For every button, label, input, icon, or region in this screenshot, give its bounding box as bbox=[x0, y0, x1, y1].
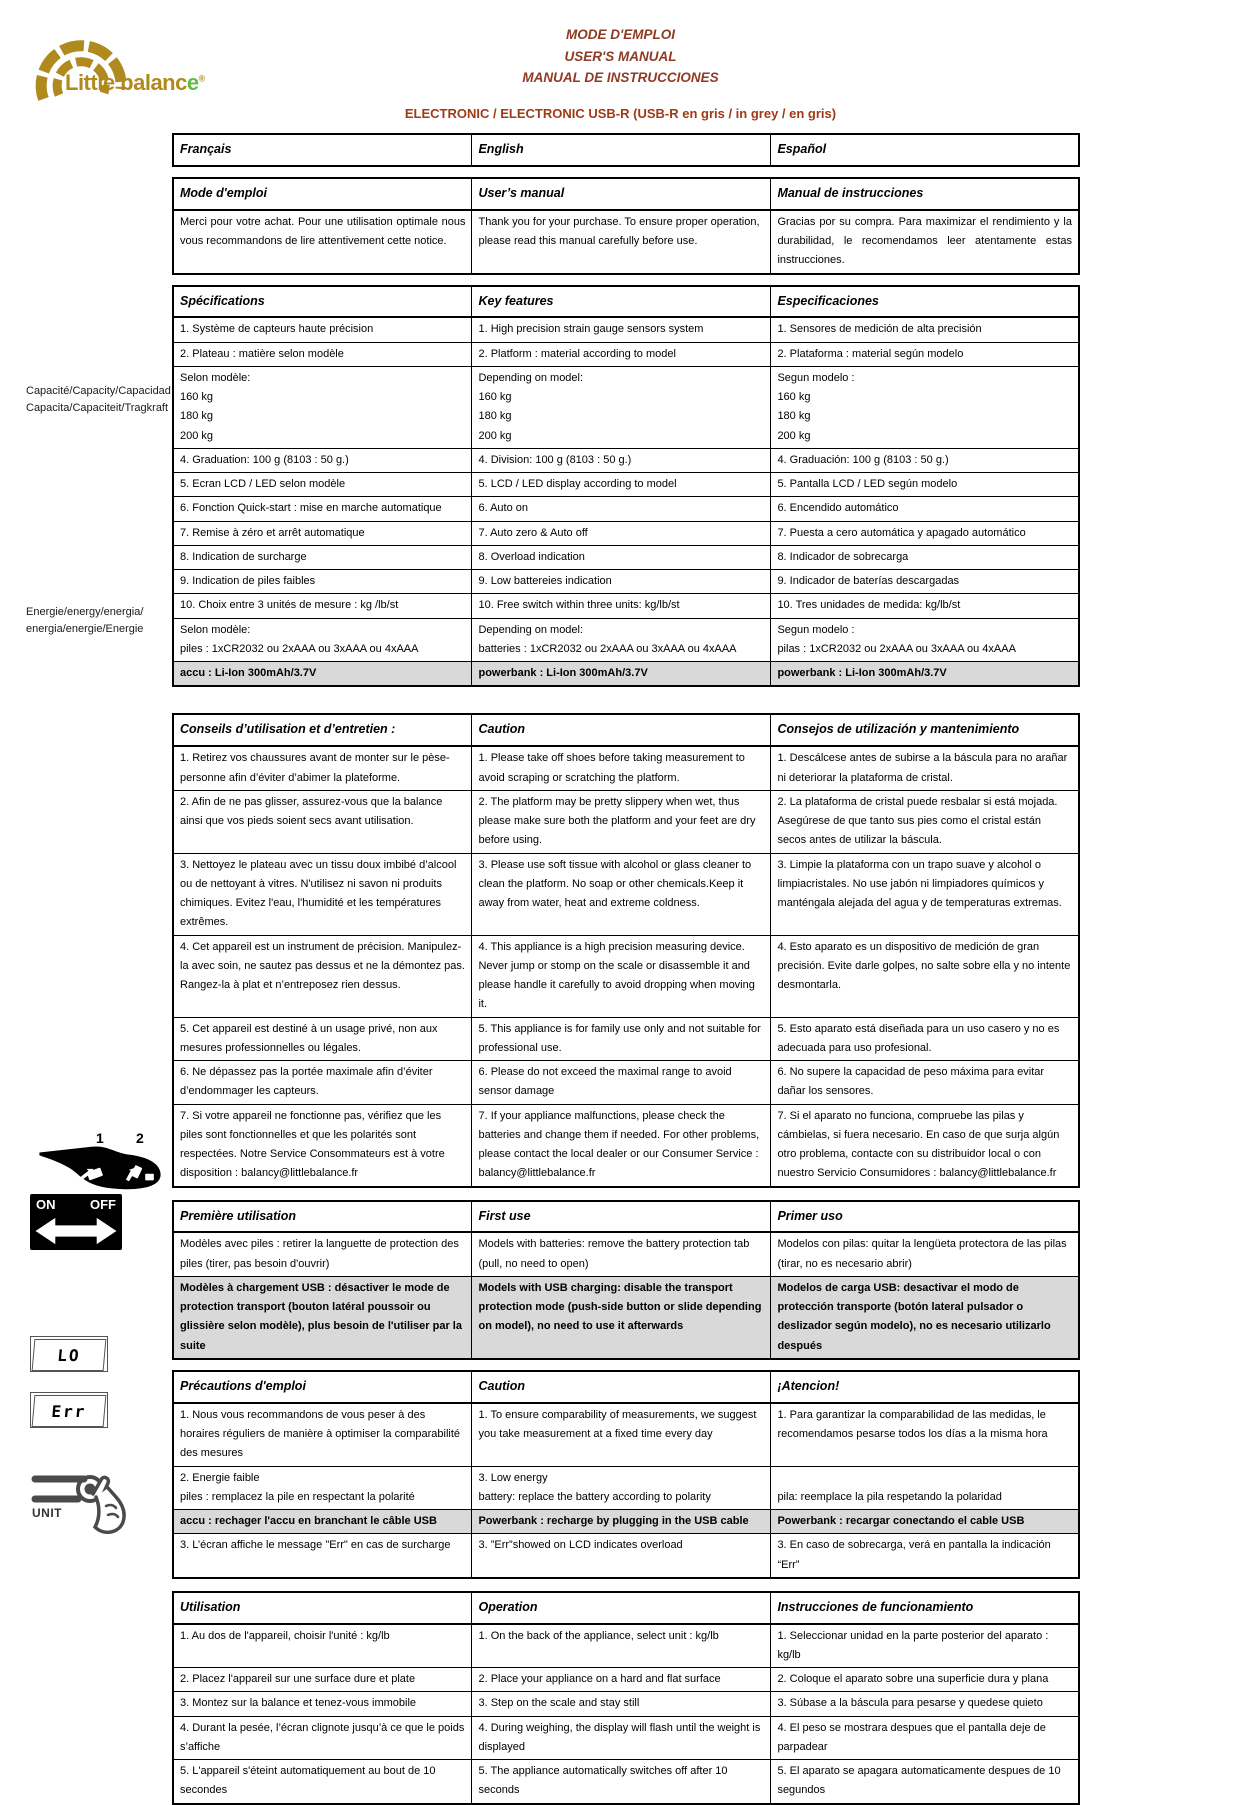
cell-line: 160 kg bbox=[180, 391, 214, 404]
cell-line: powerbank : Li-Ion 300mAh/3.7V bbox=[777, 667, 947, 680]
cell-line: 4. Graduación: 100 g (8103 : 50 g.) bbox=[777, 453, 949, 466]
cell-line: Modèles à chargement USB : désactiver le mode de protection transport (bouton latéral poussoir ou glissière selon modèle), plus besoin de l'utiliser par la suite bbox=[180, 1281, 462, 1352]
table-intro bbox=[172, 177, 1080, 275]
section-header-row bbox=[173, 1201, 1079, 1233]
cell-line: 1. On the back of the appliance, select unit : kg/lb bbox=[478, 1629, 719, 1642]
table-cell bbox=[173, 1692, 472, 1716]
table-cell bbox=[472, 1104, 771, 1187]
cell-line: battery: replace the battery according to polarity bbox=[478, 1490, 711, 1503]
cell-line: 3. Please use soft tissue with alcohol or glass cleaner to clean the platform. No soap or other chemicals.Keep it away from water, heat and extreme coldness. bbox=[478, 858, 752, 909]
section-header-cell: Spécifications bbox=[173, 286, 472, 318]
cell-line: 6. Ne dépassez pas la portée maximale afin d’éviter d’endommager les capteurs. bbox=[180, 1066, 433, 1098]
table-cell bbox=[771, 545, 1079, 569]
table-cell bbox=[472, 342, 771, 366]
table-cell bbox=[472, 1017, 771, 1061]
table-cell bbox=[771, 618, 1079, 662]
table-cell bbox=[771, 342, 1079, 366]
cell-line: 3. Step on the scale and stay still bbox=[478, 1697, 640, 1710]
table-cell bbox=[771, 790, 1079, 853]
table-cell bbox=[472, 935, 771, 1017]
table-row bbox=[173, 935, 1079, 1017]
lcd-err-text: Err bbox=[32, 1395, 107, 1427]
on-label: ON bbox=[36, 1197, 56, 1212]
section-header-cell: Précautions d'emploi bbox=[173, 1371, 472, 1403]
table-cell bbox=[472, 366, 771, 448]
cell-line: 8. Overload indication bbox=[478, 550, 585, 563]
table-cell bbox=[472, 497, 771, 521]
table-cell bbox=[173, 473, 472, 497]
cell-line: 4. Division: 100 g (8103 : 50 g.) bbox=[478, 453, 632, 466]
section-header-cell: Consejos de utilización y mantenimiento bbox=[771, 714, 1079, 746]
title-line-fr: MODE D'EMPLOI bbox=[566, 27, 675, 42]
table-cell bbox=[472, 1534, 771, 1578]
cell-line: 5. El aparato se apagara automaticamente despues de 10 segundos bbox=[777, 1765, 1061, 1797]
cell-line: 2. Plateau : matière selon modèle bbox=[180, 347, 344, 360]
cell-line: 10. Free switch within three units: kg/lb/st bbox=[478, 599, 680, 612]
table-cell bbox=[173, 448, 472, 472]
cell-line: 180 kg bbox=[180, 410, 214, 423]
cell-line: 3. Limpie la plataforma con un trapo suave y alcohol o limpiacristales. No use jabón ni limpiadores químicos y manténgala alejada del agua y de temperaturas extremas. bbox=[777, 858, 1062, 909]
table-cell bbox=[472, 662, 771, 687]
table-row bbox=[173, 1466, 1079, 1510]
cell-line: 4. Esto aparato es un dispositivo de medición de gran precisión. Evite darle golpes, no salte sobre ella y no intente desmontarla. bbox=[777, 940, 1071, 991]
table-cell bbox=[771, 1692, 1079, 1716]
cell-line: Gracias por su compra. Para maximizar el rendimiento y la durabilidad, le recomendamos leer atentamente estas instrucciones. bbox=[777, 215, 1072, 267]
cell-line: 160 kg bbox=[478, 391, 512, 404]
table-row bbox=[173, 1104, 1079, 1187]
lcd-error-icon bbox=[30, 1392, 108, 1428]
table-cell bbox=[472, 618, 771, 662]
table-cell bbox=[771, 1668, 1079, 1692]
double-arrow-icon bbox=[34, 1215, 118, 1247]
table-row bbox=[173, 342, 1079, 366]
table-cell bbox=[173, 1760, 472, 1804]
cell-line: 1. Para garantizar la comparabilidad de las medidas, le recomendamos pesarse todos los días a la misma hora bbox=[777, 1408, 1048, 1440]
cell-line: 4. El peso se mostrara despues que el pantalla deje de parpadear bbox=[777, 1721, 1046, 1753]
section-header-row bbox=[173, 178, 1079, 210]
table-row bbox=[173, 545, 1079, 569]
cell-line: Segun modelo : bbox=[777, 623, 855, 636]
table-cell bbox=[472, 210, 771, 274]
cell-line: 2. Afin de ne pas glisser, assurez-vous que la balance ainsi que vos pieds soient secs avant utilisation. bbox=[180, 795, 443, 827]
table-cell bbox=[472, 448, 771, 472]
table-row bbox=[173, 1510, 1079, 1534]
table-languages bbox=[172, 133, 1080, 167]
cell-line: 8. Indicador de sobrecarga bbox=[777, 550, 909, 563]
cell-line: 5. LCD / LED display according to model bbox=[478, 478, 677, 491]
table-cell bbox=[472, 1232, 771, 1276]
cell-line: 2. Plataforma : material según modelo bbox=[777, 347, 964, 360]
cell-line: 200 kg bbox=[478, 429, 512, 442]
capacity-margin-note bbox=[26, 383, 176, 416]
table-cell bbox=[173, 790, 472, 853]
table-cell bbox=[173, 1668, 472, 1692]
cell-line: Models with USB charging: disable the transport protection mode (push-side button or slide depending on model), no need to use it afterwards bbox=[478, 1281, 762, 1333]
cell-line: 1. To ensure comparability of measurements, we suggest you take measurement at a fixed time every day bbox=[478, 1408, 757, 1440]
capacity-note-line-1: Capacité/Capacity/Capacidad bbox=[26, 385, 171, 397]
cell-line: batteries : 1xCR2032 ou 2xAAA ou 3xAAA ou 4xAAA bbox=[478, 642, 737, 655]
table-cell bbox=[173, 618, 472, 662]
table-cell bbox=[173, 1061, 472, 1105]
unit-label: UNIT bbox=[32, 1506, 62, 1520]
title-line-en: USER'S MANUAL bbox=[564, 48, 677, 64]
table-cell bbox=[173, 521, 472, 545]
table-cell bbox=[173, 210, 472, 274]
table-cell bbox=[472, 1510, 771, 1534]
table-cell bbox=[173, 1104, 472, 1187]
section-header-cell: ¡Atencion! bbox=[771, 1371, 1079, 1403]
section-header-cell: User’s manual bbox=[472, 178, 771, 210]
table-cell bbox=[771, 1232, 1079, 1276]
cell-line: 5. The appliance automatically switches off after 10 seconds bbox=[478, 1765, 728, 1797]
cell-line: 4. Graduation: 100 g (8103 : 50 g.) bbox=[180, 453, 349, 466]
table-cell bbox=[771, 210, 1079, 274]
cell-line: pilas : 1xCR2032 ou 2xAAA ou 3xAAA ou 4xAAA bbox=[777, 642, 1016, 655]
table-cell bbox=[771, 935, 1079, 1017]
cell-line: 7. Remise à zéro et arrêt automatique bbox=[180, 526, 365, 539]
unit-button-icon bbox=[30, 1466, 132, 1560]
table-cell bbox=[173, 497, 472, 521]
cell-line: 2. Placez l'appareil sur une surface dure et plate bbox=[180, 1673, 416, 1686]
table-row bbox=[173, 1232, 1079, 1276]
cell-line: 6. Auto on bbox=[478, 502, 529, 515]
cell-line: 1. Seleccionar unidad en la parte posterior del aparato : kg/lb bbox=[777, 1629, 1049, 1661]
cell-line: piles : remplacez la pile en respectant la polarité bbox=[180, 1490, 415, 1503]
table-cell bbox=[173, 1403, 472, 1466]
table-cell bbox=[771, 1403, 1079, 1466]
table-cell bbox=[472, 1403, 771, 1466]
section-header-cell: English bbox=[472, 134, 771, 166]
section-header-row bbox=[173, 286, 1079, 318]
table-cell bbox=[173, 366, 472, 448]
step-2-label: 2 bbox=[136, 1130, 144, 1146]
table-row bbox=[173, 1534, 1079, 1578]
table-cell bbox=[472, 1276, 771, 1359]
cell-line: 7. Puesta a cero automática y apagado automático bbox=[777, 526, 1026, 539]
title-line-es: MANUAL DE INSTRUCCIONES bbox=[522, 70, 719, 86]
cell-line: 3. Súbase a la báscula para pesarse y quedese quieto bbox=[777, 1697, 1043, 1710]
cell-line: 1. Descálcese antes de subirse a la báscula para no arañar ni deteriorar la plataforma de cristal. bbox=[777, 752, 1068, 784]
section-header-cell: Utilisation bbox=[173, 1592, 472, 1624]
scale-silhouette-icon bbox=[36, 1141, 164, 1191]
section-header-row bbox=[173, 134, 1079, 166]
cell-line: 4. This appliance is a high precision measuring device. Never jump or stomp on the scale or disassemble it and please handle it carefully to avoid dropping when moving it. bbox=[478, 940, 755, 1011]
cell-line: Powerbank : recharge by plugging in the USB cable bbox=[478, 1515, 749, 1527]
cell-line: 4. During weighing, the display will flash until the weight is displayed bbox=[478, 1721, 761, 1753]
table-cell bbox=[771, 1624, 1079, 1668]
table-cell bbox=[173, 342, 472, 366]
cell-line: Models with batteries: remove the battery protection tab (pull, no need to open) bbox=[478, 1238, 750, 1270]
table-row bbox=[173, 521, 1079, 545]
table-cell bbox=[771, 594, 1079, 618]
cell-line: 1. Retirez vos chaussures avant de monter sur le pèse-personne afin d’éviter d’abimer la plateforme. bbox=[180, 752, 450, 784]
logo-brand-accent: e bbox=[186, 70, 199, 95]
table-cell bbox=[173, 1017, 472, 1061]
cell-line: 6. Encendido automático bbox=[777, 502, 899, 515]
table-cell bbox=[472, 853, 771, 935]
cell-line: pila: reemplace la pila respetando la polaridad bbox=[777, 1490, 1002, 1503]
cell-line: piles : 1xCR2032 ou 2xAAA ou 3xAAA ou 4xAAA bbox=[180, 642, 419, 655]
off-label: OFF bbox=[90, 1197, 116, 1212]
section-header-cell: Première utilisation bbox=[173, 1201, 472, 1233]
cell-line: Modelos de carga USB: desactivar el modo de protección transporte (botón lateral pulsador o deslizador según modelo), no es necesario utilizarlo después bbox=[777, 1281, 1051, 1352]
table-row bbox=[173, 1668, 1079, 1692]
table-row bbox=[173, 570, 1079, 594]
lcd-low-battery-icon bbox=[30, 1336, 108, 1372]
table-cell bbox=[771, 497, 1079, 521]
table-cell bbox=[173, 853, 472, 935]
cell-line: 5. Pantalla LCD / LED según modelo bbox=[777, 478, 958, 491]
table-cell bbox=[771, 366, 1079, 448]
section-header-cell: Manual de instrucciones bbox=[771, 178, 1079, 210]
cell-line: 6. Fonction Quick-start : mise en marche automatique bbox=[180, 502, 442, 515]
table-cell bbox=[472, 1760, 771, 1804]
capacity-note-line-2: Capacita/Capaciteit/Tragkraft bbox=[26, 401, 169, 414]
cell-line: 5. This appliance is for family use only and not suitable for professional use. bbox=[478, 1022, 761, 1054]
table-row bbox=[173, 1692, 1079, 1716]
cell-line: 7. Si votre appareil ne fonctionne pas, vérifiez que les piles sont fonctionnelles et que les polarités sont respectées. Notre Service Consommateurs est à votre disposition : balancy@littlebalance.fr bbox=[180, 1109, 445, 1180]
cell-line: 180 kg bbox=[777, 410, 811, 423]
registered-mark: ® bbox=[198, 73, 205, 84]
cell-line: 9. Low battereies indication bbox=[478, 575, 612, 588]
table-cell bbox=[472, 1716, 771, 1760]
cell-line: Depending on model: bbox=[478, 371, 584, 384]
energy-note-line-1: Energie/energy/energia/ bbox=[26, 606, 144, 618]
cell-line: 1. Nous vous recommandons de vous peser à des horaires réguliers de manière à optimiser la comparabilité des mesures bbox=[180, 1408, 461, 1460]
section-header-cell: First use bbox=[472, 1201, 771, 1233]
table-row bbox=[173, 594, 1079, 618]
table-cell bbox=[771, 1534, 1079, 1578]
table-cell bbox=[173, 662, 472, 687]
table-row bbox=[173, 1017, 1079, 1061]
logo-brand-main: Little balanc bbox=[65, 70, 187, 95]
cell-line: 2. Platform : material according to model bbox=[478, 347, 676, 360]
table-row bbox=[173, 853, 1079, 935]
table-cell bbox=[472, 473, 771, 497]
cell-line: 5. L'appareil s'éteint automatiquement au bout de 10 secondes bbox=[180, 1765, 436, 1797]
table-row bbox=[173, 473, 1079, 497]
cell-line: 2. Energie faible bbox=[180, 1471, 260, 1484]
table-first_use bbox=[172, 1200, 1080, 1360]
cell-line: 5. Cet appareil est destiné à un usage privé, non aux mesures professionnelles ou légales. bbox=[180, 1022, 438, 1054]
table-cell bbox=[173, 570, 472, 594]
table-row bbox=[173, 1716, 1079, 1760]
table-cell bbox=[771, 1017, 1079, 1061]
table-cell bbox=[173, 935, 472, 1017]
table-row bbox=[173, 1276, 1079, 1359]
cell-line: 180 kg bbox=[478, 410, 512, 423]
cell-line: Depending on model: bbox=[478, 623, 584, 636]
table-cell bbox=[472, 1466, 771, 1510]
table-cell bbox=[472, 594, 771, 618]
table-cell bbox=[173, 545, 472, 569]
section-header-cell: Conseils d’utilisation et d’entretien : bbox=[173, 714, 472, 746]
table-cell bbox=[173, 1716, 472, 1760]
energy-note-line-2: energia/energie/Energie bbox=[26, 622, 144, 635]
table-cell bbox=[173, 317, 472, 342]
table-specs bbox=[172, 285, 1080, 688]
cell-line: 3. ”Err”showed on LCD indicates overload bbox=[478, 1539, 683, 1552]
section-header-cell: Caution bbox=[472, 1371, 771, 1403]
cell-line: 10. Tres unidades de medida: kg/lb/st bbox=[777, 599, 961, 612]
table-cell bbox=[173, 1534, 472, 1578]
table-cell bbox=[173, 1276, 472, 1359]
table-cell bbox=[771, 746, 1079, 790]
cell-line: Selon modèle: bbox=[180, 371, 251, 384]
table-cell bbox=[771, 1760, 1079, 1804]
cell-line: 9. Indication de piles faibles bbox=[180, 575, 316, 588]
cell-line: 2. La plataforma de cristal puede resbalar si está mojada. Asegúrese de que tanto sus pies como el cristal están secos antes de utilizar la báscula. bbox=[777, 795, 1058, 847]
table-care bbox=[172, 713, 1080, 1187]
table-cell bbox=[771, 473, 1079, 497]
table-cell bbox=[472, 1061, 771, 1105]
section-header-cell: Key features bbox=[472, 286, 771, 318]
document-title bbox=[0, 24, 1241, 89]
section-header-row bbox=[173, 714, 1079, 746]
table-cell bbox=[472, 317, 771, 342]
section-header-cell: Español bbox=[771, 134, 1079, 166]
table-cell bbox=[771, 1104, 1079, 1187]
table-cell bbox=[771, 662, 1079, 687]
table-row bbox=[173, 210, 1079, 274]
cell-line: Segun modelo : bbox=[777, 371, 855, 384]
cell-line: 2. Coloque el aparato sobre una superficie dura y plana bbox=[777, 1673, 1049, 1686]
step-1-label: 1 bbox=[96, 1130, 104, 1146]
section-header-cell: Instrucciones de funcionamiento bbox=[771, 1592, 1079, 1624]
cell-line: Merci pour votre achat. Pour une utilisation optimale nous vous recommandons de lire attentivement cette notice. bbox=[180, 215, 466, 247]
cell-line: 7. Auto zero & Auto off bbox=[478, 526, 588, 539]
cell-line: 6. Please do not exceed the maximal range to avoid sensor damage bbox=[478, 1066, 732, 1098]
cell-line: 10. Choix entre 3 unités de mesure : kg /lb/st bbox=[180, 599, 399, 612]
model-subtitle: ELECTRONIC / ELECTRONIC USB-R (USB-R en gris / in grey / en gris) bbox=[404, 106, 837, 121]
lcd-lo-text: LO bbox=[32, 1339, 107, 1371]
table-cell bbox=[472, 790, 771, 853]
cell-line: Modèles avec piles : retirer la languette de protection des piles (tirer, pas besoin d'ouvrir) bbox=[180, 1238, 459, 1270]
energy-margin-note bbox=[26, 604, 176, 637]
battery-tab-icon bbox=[36, 1130, 164, 1191]
table-cell bbox=[771, 853, 1079, 935]
table-cell bbox=[173, 746, 472, 790]
table-row bbox=[173, 618, 1079, 662]
cell-line: powerbank : Li-Ion 300mAh/3.7V bbox=[478, 667, 648, 680]
table-row bbox=[173, 448, 1079, 472]
table-row bbox=[173, 1403, 1079, 1466]
cell-line: 1. Sensores de medición de alta precisión bbox=[777, 323, 982, 336]
cell-line: 1. Système de capteurs haute précision bbox=[180, 323, 374, 336]
cell-line: 6. No supere la capacidad de peso máxima para evitar dañar los sensores. bbox=[777, 1066, 1045, 1098]
cell-line: 200 kg bbox=[180, 429, 214, 442]
section-header-cell: Français bbox=[173, 134, 472, 166]
table-row bbox=[173, 1061, 1079, 1105]
cell-line: Selon modèle: bbox=[180, 623, 251, 636]
table-cell bbox=[173, 1510, 472, 1534]
cell-line: 3. L’écran affiche le message "Err" en cas de surcharge bbox=[180, 1539, 451, 1552]
cell-line: 4. Cet appareil est un instrument de précision. Manipulez-la avec soin, ne sautez pas dessus et ne la démontez pas. Rangez-la à plat et n’entreposez rien dessus. bbox=[180, 940, 465, 991]
cell-line: 200 kg bbox=[777, 429, 811, 442]
cell-line: 5. Esto aparato está diseñada para un uso casero y no es adecuada para uso profesional. bbox=[777, 1022, 1060, 1054]
cell-line: 7. If your appliance malfunctions, please check the batteries and change them if needed. For other problems, please contact the local dealer or our Consumer Service : balancy@littlebalance.fr bbox=[478, 1109, 760, 1180]
cell-line: 1. Au dos de l'appareil, choisir l'unité : kg/lb bbox=[180, 1629, 390, 1642]
table-cell bbox=[472, 746, 771, 790]
section-header-cell: Caution bbox=[472, 714, 771, 746]
table-cell bbox=[173, 1232, 472, 1276]
table-row bbox=[173, 1760, 1079, 1804]
table-cell bbox=[771, 1466, 1079, 1510]
cell-line: accu : Li-Ion 300mAh/3.7V bbox=[180, 667, 317, 680]
table-operation bbox=[172, 1591, 1080, 1805]
table-cell bbox=[771, 1510, 1079, 1534]
cell-line: 3. En caso de sobrecarga, verá en pantalla la indicación “Err” bbox=[777, 1539, 1051, 1571]
cell-line: Thank you for your purchase. To ensure proper operation, please read this manual carefully before use. bbox=[478, 215, 760, 247]
cell-line: 2. The platform may be pretty slippery when wet, thus please make sure both the platform and your feet are dry before using. bbox=[478, 795, 756, 847]
table-row bbox=[173, 662, 1079, 687]
section-header-cell: Operation bbox=[472, 1592, 771, 1624]
section-header-cell: Mode d'emploi bbox=[173, 178, 472, 210]
table-row bbox=[173, 366, 1079, 448]
section-header-cell: Primer uso bbox=[771, 1201, 1079, 1233]
cell-line: 3. Nettoyez le plateau avec un tissu doux imbibé d’alcool ou de nettoyant à vitres. N'utilisez ni savon ni produits chimiques. Evitez l'eau, l'humidité et les températures extrêmes. bbox=[180, 858, 457, 929]
cell-line: 2. Place your appliance on a hard and flat surface bbox=[478, 1673, 721, 1686]
cell-line: 3. Low energy bbox=[478, 1471, 548, 1484]
section-header-row bbox=[173, 1592, 1079, 1624]
table-cell bbox=[771, 521, 1079, 545]
cell-line bbox=[777, 1469, 1072, 1488]
table-cell bbox=[173, 1624, 472, 1668]
table-cell bbox=[771, 317, 1079, 342]
table-row bbox=[173, 1624, 1079, 1668]
cell-line: 4. Durant la pesée, l’écran clignote jusqu’à ce que le poids s’affiche bbox=[180, 1721, 465, 1753]
cell-line: 160 kg bbox=[777, 391, 811, 404]
section-header-row bbox=[173, 1371, 1079, 1403]
cell-line: accu : rechager l'accu en branchant le câble USB bbox=[180, 1515, 437, 1527]
table-cell bbox=[771, 1061, 1079, 1105]
cell-line: 1. High precision strain gauge sensors system bbox=[478, 323, 704, 336]
section-header-cell: Especificaciones bbox=[771, 286, 1079, 318]
table-cell bbox=[173, 1466, 472, 1510]
table-cell bbox=[472, 570, 771, 594]
cell-line: 8. Indication de surcharge bbox=[180, 550, 307, 563]
table-cell bbox=[771, 1716, 1079, 1760]
table-cell bbox=[771, 570, 1079, 594]
cell-line: 5. Ecran LCD / LED selon modèle bbox=[180, 478, 346, 491]
table-row bbox=[173, 746, 1079, 790]
table-cell bbox=[472, 1668, 771, 1692]
cell-line: Modelos con pilas: quitar la lengüeta protectora de las pilas (tirar, no es necesario abrir) bbox=[777, 1238, 1067, 1270]
cell-line: 1. Please take off shoes before taking measurement to avoid scraping or scratching the platform. bbox=[478, 752, 745, 784]
table-cell bbox=[472, 1692, 771, 1716]
table-cell bbox=[771, 1276, 1079, 1359]
table-cell bbox=[472, 521, 771, 545]
table-row bbox=[173, 790, 1079, 853]
cell-line: 3. Montez sur la balance et tenez-vous immobile bbox=[180, 1697, 417, 1710]
table-cell bbox=[173, 594, 472, 618]
table-precautions bbox=[172, 1370, 1080, 1579]
on-off-switch-icon bbox=[30, 1194, 122, 1250]
table-row bbox=[173, 497, 1079, 521]
cell-line: 9. Indicador de baterías descargadas bbox=[777, 575, 960, 588]
cell-line: Powerbank : recargar conectando el cable USB bbox=[777, 1515, 1025, 1527]
table-cell bbox=[472, 1624, 771, 1668]
tables-host bbox=[172, 133, 1080, 1805]
cell-line: 7. Si el aparato no funciona, compruebe las pilas y cámbielas, si fuera necesario. En caso de que surja algún otro problema, contacte con su distribuidor local o con nuestro Servicio Consumidores : balancy@littlebalance.fr bbox=[777, 1109, 1060, 1180]
table-cell bbox=[472, 545, 771, 569]
table-cell bbox=[771, 448, 1079, 472]
table-row bbox=[173, 317, 1079, 342]
